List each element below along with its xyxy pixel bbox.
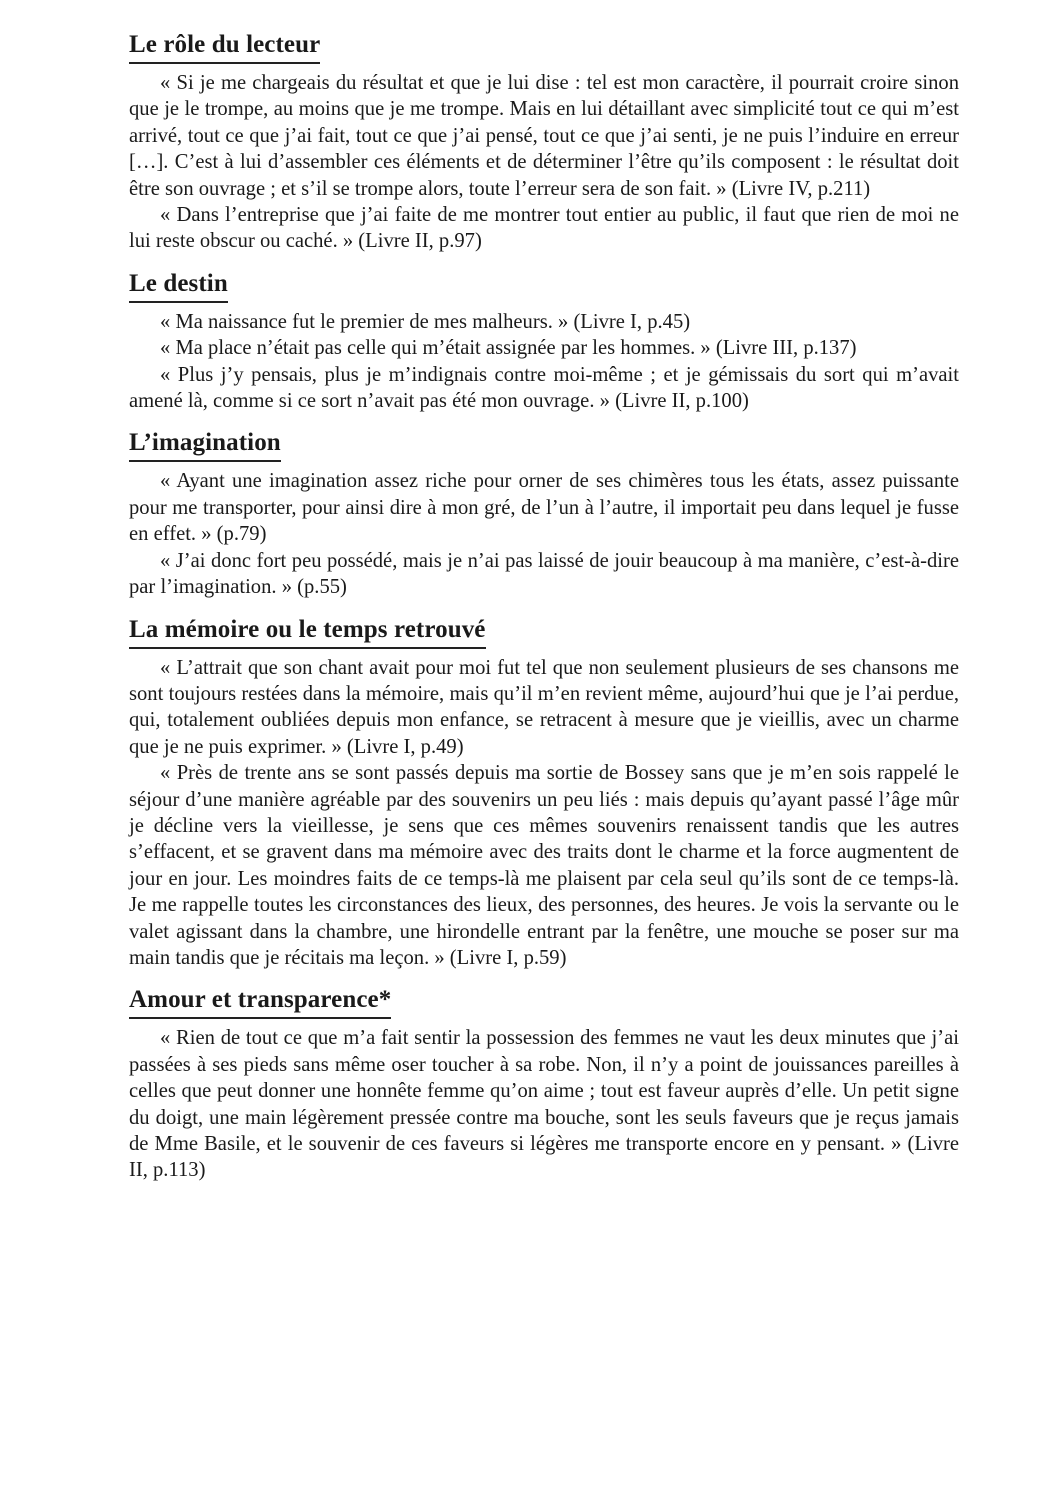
section-le-destin <box>129 269 959 415</box>
quote-paragraph: « Ma place n’était pas celle qui m’était assignée par les hommes. » (Livre III, p.137) <box>160 337 857 360</box>
section-spacer <box>129 601 959 615</box>
quote-paragraph: « Rien de tout ce que m’a fait sentir la possession des femmes ne vaut les deux minutes que j’ai passées à ses pieds sans même oser toucher à sa robe. Non, il n’y a point de jouissances pareilles à celles que peut donner une honnête femme qu’on aime ; tout est faveur auprès d’elle. Un petit signe du doigt, une main légèrement pressée contre ma bouche, sont les seuls faveurs que je reçus jamais de Mme Basile, et le souvenir de ces faveurs si légères me transporte encore en y pensant. » (Livre II, p.113) <box>129 1027 959 1182</box>
section-heading: La mémoire ou le temps retrouvé <box>129 615 486 649</box>
document-page <box>129 30 959 1184</box>
section-amour-et-transparence <box>129 985 959 1183</box>
section-spacer <box>129 255 959 269</box>
section-imagination <box>129 428 959 600</box>
quote-paragraph: « Dans l’entreprise que j’ai faite de me montrer tout entier au public, il faut que rien de moi ne lui reste obscur ou caché. » (Livre II, p.97) <box>129 204 959 253</box>
section-heading: L’imagination <box>129 428 281 462</box>
section-heading: Le rôle du lecteur <box>129 30 320 64</box>
section-role-du-lecteur <box>129 30 959 255</box>
quote-paragraph: « L’attrait que son chant avait pour moi fut tel que non seulement plusieurs de ses chansons me sont toujours restées dans la mémoire, mais qu’il m’en revient même, aujourd’hui que je l’ai perdue, qui, totalement oubliées depuis mon enfance, se retracent à mesure que je vieillis, avec un charme que je ne puis exprimer. » (Livre I, p.49) <box>129 656 959 758</box>
quote-paragraph: « Si je me chargeais du résultat et que je lui dise : tel est mon caractère, il pourrait croire sinon que je le trompe, au moins que je me trompe. Mais en lui détaillant avec simplicité tout ce qui m’est arrivé, tout ce que j’ai fait, tout ce que j’ai pensé, tout ce que j’ai senti, je ne puis l’induire en erreur […]. C’est à lui d’assembler ces éléments et de déterminer l’être qu’ils composent : le résultat doit être son ouvrage ; et s’il se trompe alors, toute l’erreur sera de son fait. » (Livre IV, p.211) <box>129 72 959 200</box>
section-spacer <box>129 971 959 985</box>
section-heading: Le destin <box>129 269 228 303</box>
quote-paragraph: « Près de trente ans se sont passés depuis ma sortie de Bossey sans que je m’en sois rappelé le séjour d’une manière agréable par des souvenirs un peu liés : mais depuis qu’ayant passé l’âge mûr je décline vers la vieillesse, je sens que ces mêmes souvenirs renaissent tandis que les autres s’effacent, et se gravent dans ma mémoire avec des traits dont le charme et la force augmentent de jour en jour. Les moindres faits de ce temps-là me plaisent par cela seul qu’ils sont de ce temps-là. Je me rappelle toutes les circonstances des lieux, des personnes, des heures. Je vois la servante ou le valet agissant dans la chambre, une hirondelle entrant par la fenêtre, une mouche se poser sur ma main tandis que je récitais ma leçon. » (Livre I, p.59) <box>129 762 959 969</box>
section-memoire <box>129 615 959 972</box>
quote-paragraph: « Ma naissance fut le premier de mes malheurs. » (Livre I, p.45) <box>160 310 691 333</box>
quote-paragraph: « Ayant une imagination assez riche pour orner de ses chimères tous les états, assez puissante pour me transporter, pour ainsi dire à mon gré, de l’un à l’autre, il importait peu dans lequel je fusse en effet. » (p.79) <box>129 470 959 546</box>
quote-paragraph: « Plus j’y pensais, plus je m’indignais contre moi-même ; et je gémissais du sort qui m’avait amené là, comme si ce sort n’avait pas été mon ouvrage. » (Livre II, p.100) <box>129 363 959 413</box>
section-spacer <box>129 414 959 428</box>
quote-paragraph: « J’ai donc fort peu possédé, mais je n’ai pas laissé de jouir beaucoup à ma manière, c’est-à-dire par l’imagination. » (p.55) <box>129 549 959 599</box>
section-heading: Amour et transparence* <box>129 985 391 1019</box>
